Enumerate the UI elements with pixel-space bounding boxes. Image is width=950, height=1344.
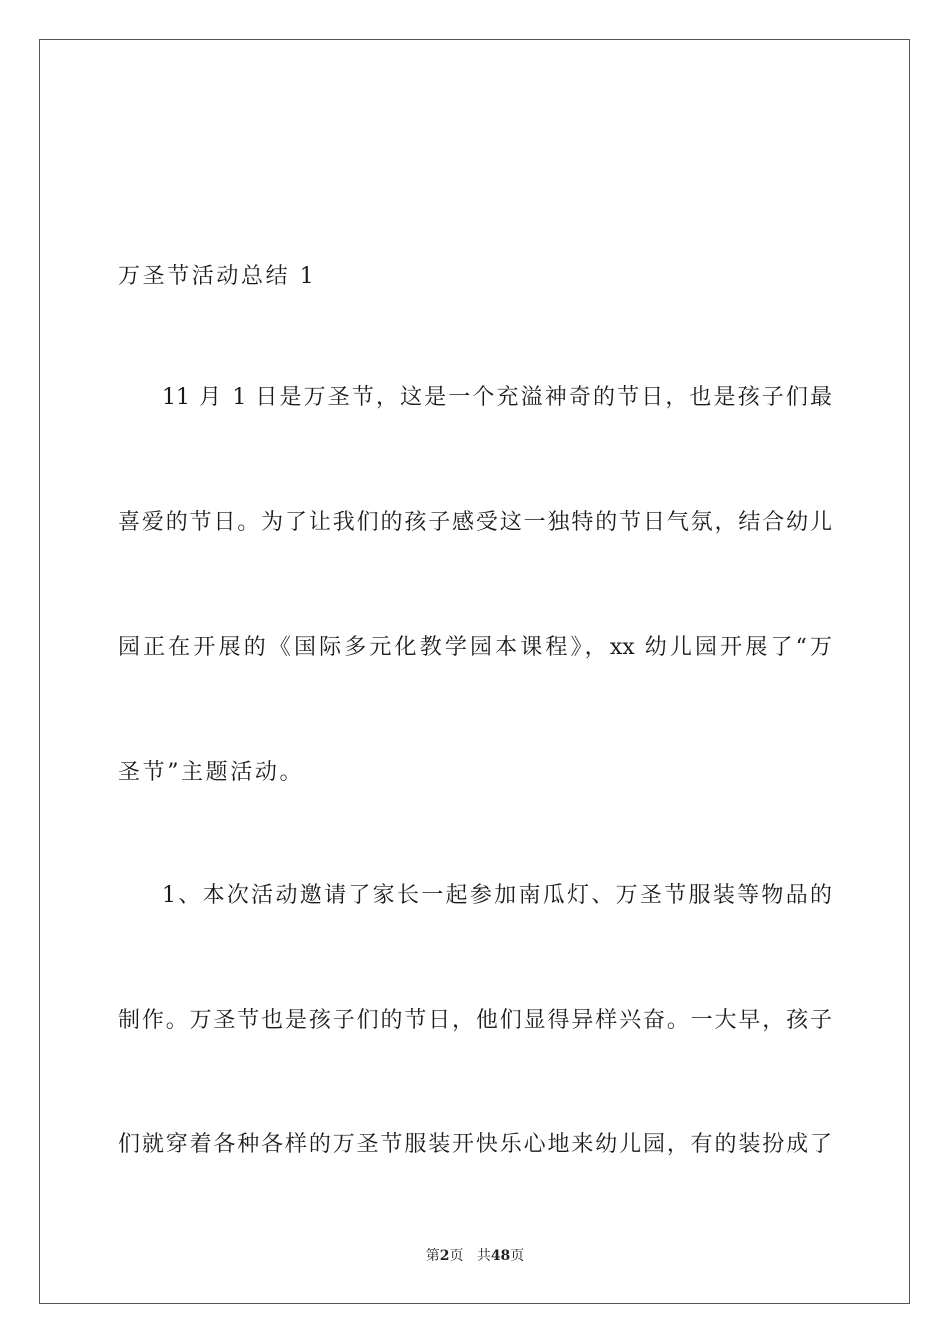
document-heading: 万圣节活动总结 1 [118, 264, 317, 289]
page-suffix: 页 [449, 1248, 464, 1264]
total-suffix: 页 [510, 1248, 525, 1264]
paragraph-2-line-2: 制作。万圣节也是孩子们的节日，他们显得异样兴奋。一大早，孩子 [118, 1008, 832, 1033]
page-current: 2 [439, 1248, 450, 1264]
paragraph-1-line-4: 圣节”主题活动。 [118, 760, 305, 785]
paragraph-2-line-1: 1、本次活动邀请了家长一起参加南瓜灯、万圣节服装等物品的 [162, 883, 832, 908]
page-prefix: 第 [425, 1248, 440, 1264]
page-total: 48 [490, 1248, 511, 1264]
page-footer [0, 1247, 950, 1265]
paragraph-1-line-3: 园正在开展的《国际多元化教学园本课程》，xx 幼儿园开展了“万 [118, 635, 832, 660]
paragraph-2-line-3: 们就穿着各种各样的万圣节服装开快乐心地来幼儿园，有的装扮成了 [118, 1132, 832, 1157]
total-prefix: 共 [476, 1248, 491, 1264]
page-border [39, 39, 910, 1304]
paragraph-1-line-2: 喜爱的节日。为了让我们的孩子感受这一独特的节日气氛，结合幼儿 [118, 510, 832, 535]
paragraph-1-line-1: 11 月 1 日是万圣节，这是一个充溢神奇的节日，也是孩子们最 [162, 385, 832, 410]
